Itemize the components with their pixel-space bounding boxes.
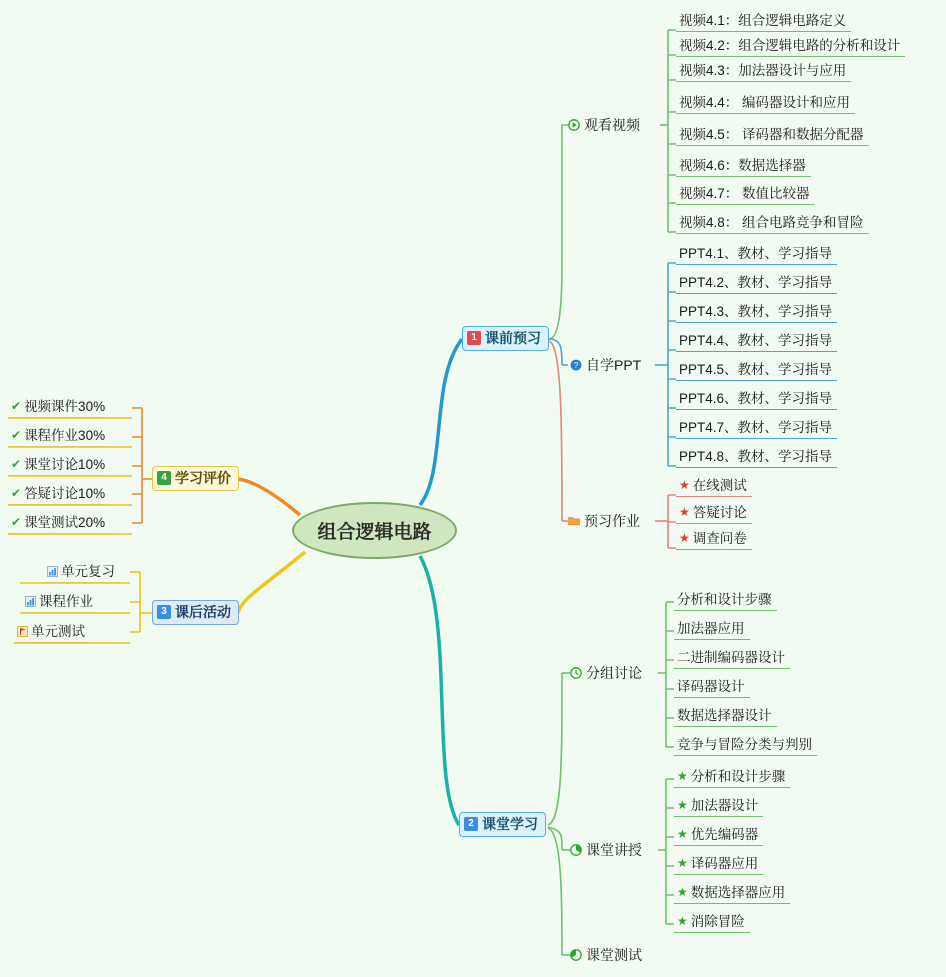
leaf-label: 课堂讨论10% [24, 457, 106, 472]
clock-icon [570, 949, 582, 961]
list-item[interactable] [8, 425, 110, 447]
branch-number-badge: 4 [157, 471, 171, 485]
leaf-label: 单元测试 [31, 624, 85, 639]
clock-icon [570, 844, 582, 856]
star-icon: ★ [679, 531, 690, 545]
group-self-study-ppt[interactable] [570, 355, 641, 375]
leaf-label: 在线测试 [692, 478, 747, 493]
list-item[interactable] [676, 475, 752, 497]
leaf-label: 视频4.1：组合逻辑电路定义 [679, 13, 847, 28]
group-label: 观看视频 [584, 117, 640, 133]
group-lecture[interactable] [570, 840, 642, 860]
leaf-label: 加法器应用 [677, 621, 745, 636]
leaf-label: 答疑讨论 [692, 505, 747, 520]
list-item[interactable] [676, 417, 837, 439]
list-item[interactable] [674, 824, 763, 846]
star-icon: ★ [679, 505, 690, 519]
check-circle-icon: ✔ [11, 515, 22, 529]
list-item[interactable] [22, 591, 98, 613]
leaf-label: 消除冒险 [690, 914, 745, 929]
branch-number-badge: 1 [467, 331, 481, 345]
group-class-test[interactable] [570, 945, 642, 965]
list-item[interactable] [676, 243, 837, 265]
list-item[interactable] [8, 454, 110, 476]
leaf-label: PPT4.1、教材、学习指导 [679, 246, 833, 261]
group-group-discussion[interactable] [570, 663, 642, 683]
leaf-label: PPT4.8、教材、学习指导 [679, 449, 833, 464]
list-item[interactable] [674, 589, 777, 611]
branch-label: 学习评价 [175, 470, 231, 486]
leaf-label: PPT4.5、教材、学习指导 [679, 362, 833, 377]
list-item[interactable] [674, 676, 750, 698]
list-item[interactable] [674, 734, 817, 756]
branch-label: 课前预习 [485, 330, 541, 346]
list-item[interactable] [676, 92, 855, 114]
central-topic-label: 组合逻辑电路 [317, 522, 432, 543]
leaf-label: 译码器设计 [677, 679, 745, 694]
list-item[interactable] [8, 512, 110, 534]
list-item[interactable] [674, 795, 763, 817]
leaf-label: 视频4.4： 编码器设计和应用 [679, 95, 851, 110]
star-icon: ★ [677, 885, 688, 899]
group-label: 预习作业 [584, 513, 640, 529]
leaf-label: 课程作业 [39, 594, 93, 609]
branch-after-class[interactable] [152, 600, 239, 625]
leaf-label: 视频4.3：加法器设计与应用 [679, 63, 847, 78]
leaf-label: PPT4.2、教材、学习指导 [679, 275, 833, 290]
star-icon: ★ [677, 856, 688, 870]
svg-text:?: ? [573, 361, 579, 370]
central-topic[interactable] [292, 502, 457, 559]
folder-icon [568, 515, 580, 527]
list-item[interactable] [676, 272, 837, 294]
group-watch-video[interactable] [568, 115, 640, 135]
leaf-label: 译码器应用 [690, 856, 759, 871]
leaf-label: 优先编码器 [690, 827, 759, 842]
leaf-label: PPT4.4、教材、学习指导 [679, 333, 833, 348]
list-item[interactable] [674, 647, 790, 669]
leaf-label: 单元复习 [61, 564, 115, 579]
leaf-label: 视频4.2：组合逻辑电路的分析和设计 [679, 38, 901, 53]
leaf-label: 视频课件30% [24, 399, 106, 414]
leaf-label: 数据选择器设计 [677, 708, 772, 723]
list-item[interactable] [676, 35, 905, 57]
branch-in-class[interactable] [459, 812, 546, 837]
leaf-label: 视频4.6：数据选择器 [679, 158, 806, 173]
leaf-label: 调查问卷 [692, 531, 747, 546]
leaf-label: 分析和设计步骤 [677, 592, 772, 607]
list-item[interactable] [8, 483, 110, 505]
star-icon: ★ [677, 769, 688, 783]
list-item[interactable] [676, 446, 837, 468]
list-item[interactable] [676, 212, 869, 234]
check-circle-icon: ✔ [11, 457, 22, 471]
list-item[interactable] [676, 155, 811, 177]
branch-evaluation[interactable] [152, 466, 239, 491]
list-item[interactable] [676, 301, 837, 323]
list-item[interactable] [674, 853, 763, 875]
star-icon: ★ [677, 827, 688, 841]
check-circle-icon: ✔ [11, 428, 22, 442]
leaf-label: PPT4.3、教材、学习指导 [679, 304, 833, 319]
branch-label: 课堂学习 [482, 816, 538, 832]
question-circle-icon [570, 359, 582, 371]
star-icon: ★ [679, 478, 690, 492]
list-item[interactable] [676, 502, 752, 524]
leaf-label: 视频4.5： 译码器和数据分配器 [679, 127, 864, 142]
list-item[interactable] [674, 705, 777, 727]
leaf-label: 视频4.8： 组合电路竞争和冒险 [679, 215, 864, 230]
list-item[interactable] [44, 561, 120, 583]
list-item[interactable] [676, 10, 851, 32]
group-preview-homework[interactable] [568, 511, 640, 531]
check-circle-icon: ✔ [11, 399, 22, 413]
branch-pre-class[interactable] [462, 326, 549, 351]
branch-number-badge: 2 [464, 817, 478, 831]
star-icon: ★ [677, 914, 688, 928]
branch-number-badge: 3 [157, 605, 171, 619]
leaf-label: 竞争与冒险分类与判别 [677, 737, 812, 752]
bar-chart-icon [25, 596, 36, 607]
list-item[interactable] [674, 882, 790, 904]
group-label: 自学PPT [586, 357, 642, 373]
list-item[interactable] [676, 330, 837, 352]
list-item[interactable] [14, 621, 90, 643]
list-item[interactable] [676, 528, 752, 550]
leaf-label: PPT4.6、教材、学习指导 [679, 391, 833, 406]
leaf-label: 课堂测试20% [24, 515, 106, 530]
list-item[interactable] [676, 124, 869, 146]
group-label: 课堂测试 [586, 947, 642, 963]
leaf-label: 分析和设计步骤 [690, 769, 786, 784]
list-item[interactable] [676, 183, 815, 205]
play-circle-icon [568, 119, 580, 131]
list-item[interactable] [8, 396, 110, 418]
leaf-label: 二进制编码器设计 [677, 650, 785, 665]
leaf-label: 课程作业30% [24, 428, 106, 443]
group-label: 分组讨论 [586, 665, 642, 681]
leaf-label: 加法器设计 [690, 798, 759, 813]
list-item[interactable] [676, 359, 837, 381]
check-circle-icon: ✔ [11, 486, 22, 500]
clock-icon [570, 667, 582, 679]
star-icon: ★ [677, 798, 688, 812]
leaf-label: 视频4.7： 数值比较器 [679, 186, 810, 201]
list-item[interactable] [674, 766, 790, 788]
list-item[interactable] [676, 60, 851, 82]
leaf-label: 答疑讨论10% [24, 486, 106, 501]
group-label: 课堂讲授 [586, 842, 642, 858]
flag-icon [17, 626, 28, 637]
branch-label: 课后活动 [175, 604, 231, 620]
leaf-label: PPT4.7、教材、学习指导 [679, 420, 833, 435]
list-item[interactable] [676, 388, 837, 410]
list-item[interactable] [674, 911, 750, 933]
leaf-label: 数据选择器应用 [690, 885, 786, 900]
bar-chart-icon [47, 566, 58, 577]
list-item[interactable] [674, 618, 750, 640]
